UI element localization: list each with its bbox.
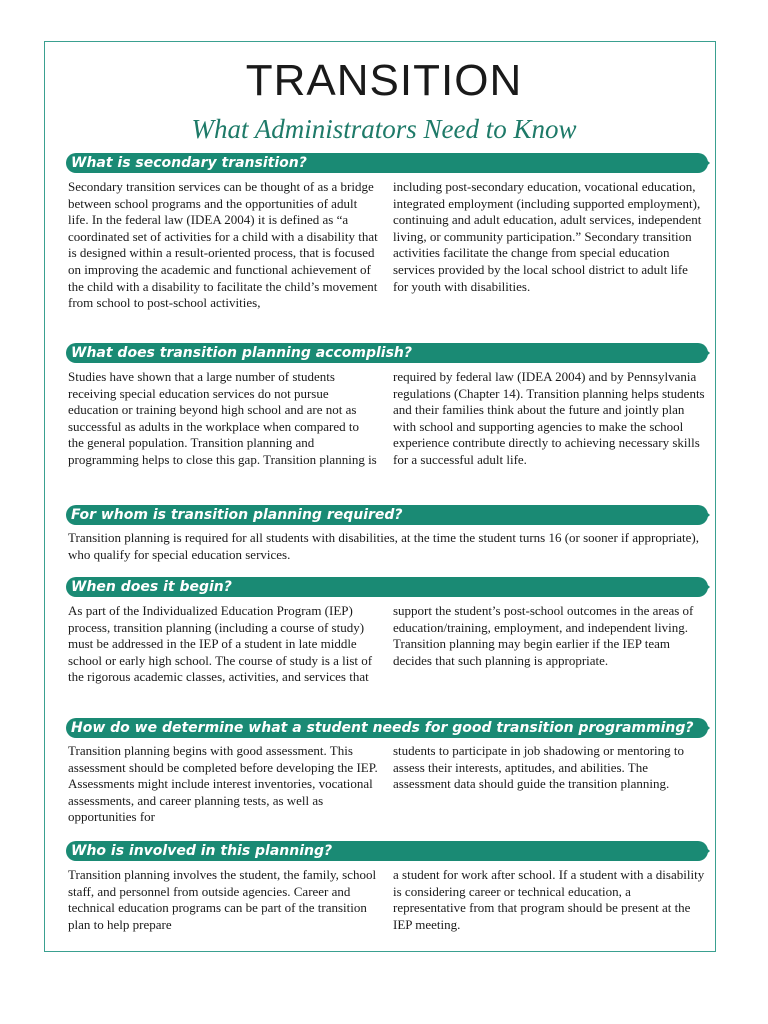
- section-heading-bar: [66, 343, 708, 363]
- section-heading: What does transition planning accomplish?: [71, 345, 413, 361]
- section-text-right: required by federal law (IDEA 2004) and by Pennsylvania regulations (Chapter 14). Transition planning helps students and their families think about the future and jointly plan with school and supporting agencies to make the school experience contribute directly to achieving necessary skills for a successful adult life.: [393, 369, 705, 467]
- section-heading: What is secondary transition?: [71, 155, 307, 171]
- section-heading-bar: [66, 577, 708, 597]
- section-heading-bar: [66, 505, 708, 525]
- section-text-left: Transition planning involves the student, the family, school staff, and personnel from outside agencies. Career and technical education programs can be part of the transition plan to help prepare: [68, 867, 377, 932]
- section-text-right: students to participate in job shadowing or mentoring to assess their interests, aptitudes, and abilities. The assessment data should guide the transition planning.: [393, 743, 685, 792]
- section-heading-bar: [66, 841, 708, 861]
- section-text-left: Studies have shown that a large number of students receiving special education services do not pursue education or training beyond high school and are not as successful as adults in the workplace when compared to the general population. Transition planning and programming helps to close this gap. Transition planning is: [68, 369, 377, 467]
- page-subtitle: What Administrators Need to Know: [191, 114, 577, 144]
- section-text-left: Secondary transition services can be thought of as a bridge between school programs and the opportunities of adult life. In the federal law (IDEA 2004) it is defined as “a coordinated set of activities for a child with a disability that is designed within a result-oriented process, that is focused on improving the academic and functional achievement of the child with a disability to facilitate the child’s movement from school to post-school activities,: [68, 179, 378, 311]
- section-heading: When does it begin?: [71, 579, 232, 595]
- section-text-left: Transition planning begins with good assessment. This assessment should be completed before developing the IEP. Assessments might include interest inventories, vocational assessments, and career planning tests, as well as opportunities for: [68, 743, 378, 825]
- section-heading: How do we determine what a student needs for good transition programming?: [71, 720, 694, 736]
- section-text-right: support the student’s post-school outcomes in the areas of education/training, employment, and independent living. Transition planning may begin earlier if the IEP team decides that such planning is appropriate.: [393, 603, 694, 668]
- section-heading-bar: [66, 718, 708, 738]
- section-text-full: Transition planning is required for all students with disabilities, at the time the student turns 16 (or sooner if appropriate), who qualify for special education services.: [68, 530, 699, 562]
- section-text-right: including post-secondary education, vocational education, integrated employment (including supported employment), continuing and adult education, adult services, independent living, or community participation.” Secondary transition activities facilitate the change from special education services provided by the local school district to adult life for youth with disabilities.: [393, 179, 702, 294]
- section-text-left: As part of the Individualized Education Program (IEP) process, transition planning (including a course of study) must be addressed in the IEP of a student in late middle school or early high school. The course of study is a list of the rigorous academic classes, activities, and services that: [68, 603, 373, 685]
- section-heading: Who is involved in this planning?: [71, 843, 333, 859]
- page-title: TRANSITION: [245, 56, 523, 105]
- section-heading-bar: [66, 153, 708, 173]
- section-heading: For whom is transition planning required?: [71, 507, 403, 523]
- section-text-right: a student for work after school. If a student with a disability is considering career or technical education, a representative from that program should be present at the IEP meeting.: [393, 867, 705, 932]
